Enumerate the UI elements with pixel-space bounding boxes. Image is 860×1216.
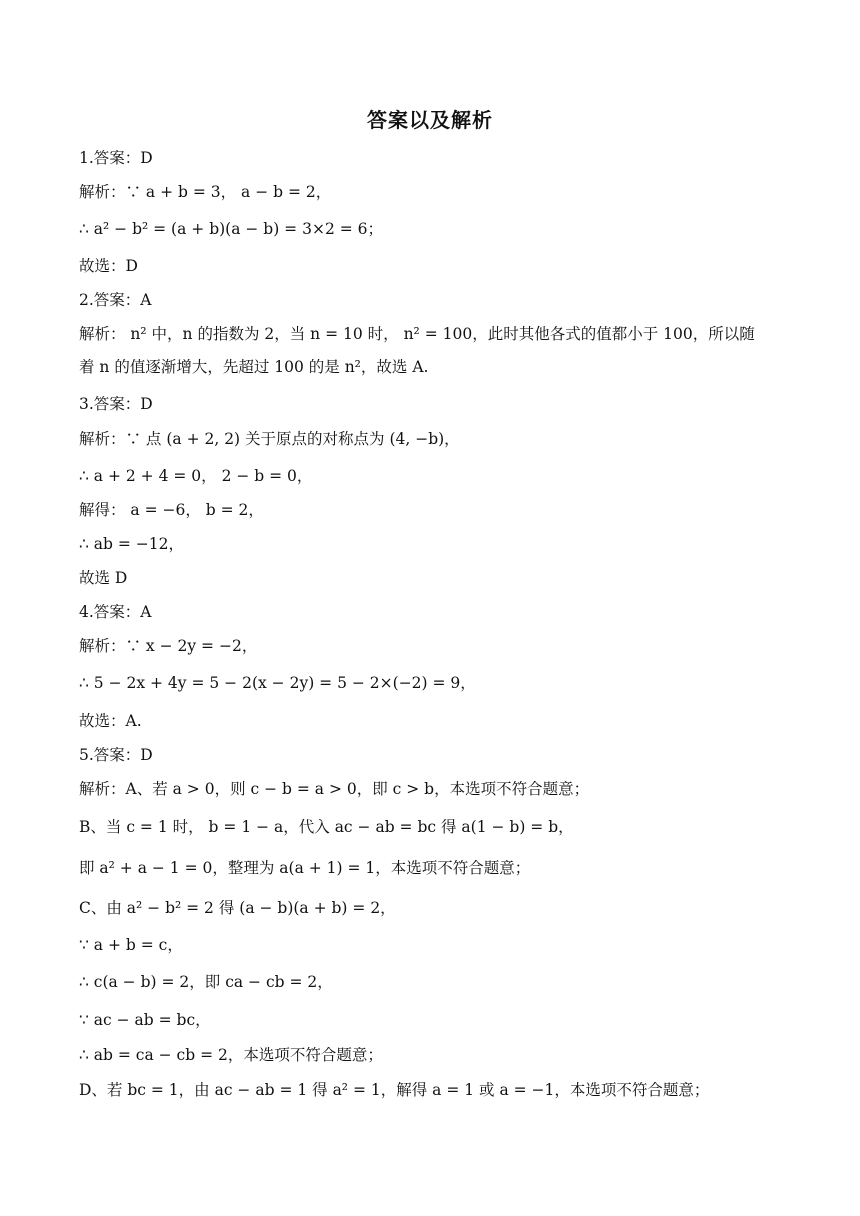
answer-5-heading: 5.答案：D <box>79 746 153 764</box>
answer-3-heading: 3.答案：D <box>79 395 153 413</box>
answer-5-option-a: 解析：A、若 a > 0，则 c − b = a > 0，即 c > b，本选项不符合题意； <box>79 780 590 798</box>
answer-1-analysis: 解析：∵ a + b = 3， a − b = 2， <box>79 183 332 201</box>
answer-5-option-d: D、若 bc = 1，由 ac − ab = 1 得 a² = 1，解得 a = 1 或 a = −1，本选项不符合题意； <box>79 1081 710 1099</box>
answer-4-analysis: 解析：∵ x − 2y = −2， <box>79 637 258 655</box>
answer-1-choice: 故选：D <box>79 257 138 275</box>
answer-5-option-c-step-4: ∴ ab = ca − cb = 2，本选项不符合题意； <box>79 1046 383 1064</box>
answer-5-option-c: C、由 a² − b² = 2 得 (a − b)(a + b) = 2， <box>79 899 396 917</box>
answer-4-choice: 故选：A. <box>79 712 142 730</box>
answer-2-heading: 2.答案：A <box>79 291 152 309</box>
answer-2-analysis: 解析： n² 中，n 的指数为 2，当 n = 10 时， n² = 100，此时其他各式的值都小于 100，所以随 <box>79 325 755 343</box>
answer-1-heading: 1.答案：D <box>79 149 153 167</box>
answer-1-equation: ∴ a² − b² = (a + b)(a − b) = 3×2 = 6； <box>79 220 384 238</box>
answer-3-choice: 故选 D <box>79 569 128 587</box>
answer-5-option-c-step-3: ∵ ac − ab = bc， <box>79 1011 211 1029</box>
answer-3-step-1: ∴ a + 2 + 4 = 0， 2 − b = 0， <box>79 467 313 485</box>
answer-4-equation: ∴ 5 − 2x + 4y = 5 − 2(x − 2y) = 5 − 2×(−2) = 9， <box>79 674 476 692</box>
answer-5-option-c-step-1: ∵ a + b = c， <box>79 936 183 954</box>
answer-3-step-3: ∴ ab = −12， <box>79 535 185 553</box>
answer-5-option-b: B、当 c = 1 时， b = 1 − a，代入 ac − ab = bc 得 a(1 − b) = b， <box>79 818 574 836</box>
page-title: 答案以及解析 <box>367 108 493 132</box>
answer-3-step-2: 解得： a = −6， b = 2， <box>79 501 264 519</box>
answer-2-analysis-cont: 着 n 的值逐渐增大，先超过 100 的是 n²，故选 A. <box>79 358 429 376</box>
answer-4-heading: 4.答案：A <box>79 603 152 621</box>
answer-3-analysis: 解析：∵ 点 (a + 2, 2) 关于原点的对称点为 (4, −b)， <box>79 430 460 448</box>
answer-5-option-b-cont: 即 a² + a − 1 = 0，整理为 a(a + 1) = 1，本选项不符合题意； <box>79 859 531 877</box>
answer-5-option-c-step-2: ∴ c(a − b) = 2，即 ca − cb = 2， <box>79 973 333 991</box>
